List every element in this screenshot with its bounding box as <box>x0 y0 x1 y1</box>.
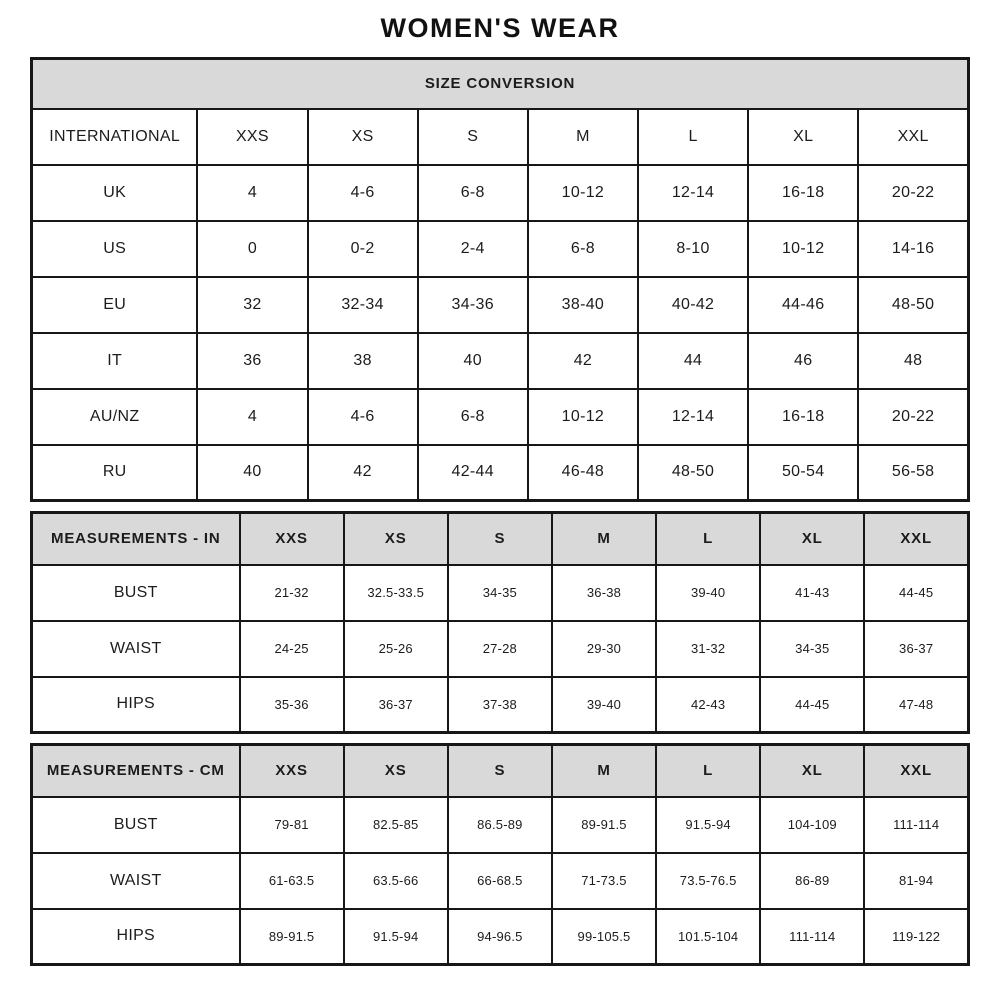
table-banner-row <box>32 59 969 109</box>
row-label: UK <box>32 165 198 221</box>
value-cell: 44 <box>638 333 748 389</box>
value-cell: 38 <box>308 333 418 389</box>
column-header: S <box>418 109 528 165</box>
value-cell: 6-8 <box>418 389 528 445</box>
row-label: IT <box>32 333 198 389</box>
value-cell: 111-114 <box>760 909 864 965</box>
table-row <box>32 677 969 733</box>
value-cell: 71-73.5 <box>552 853 656 909</box>
value-cell: 4 <box>197 389 307 445</box>
value-cell: 6-8 <box>418 165 528 221</box>
value-cell: 20-22 <box>858 389 968 445</box>
value-cell: 39-40 <box>656 565 760 621</box>
value-cell: 4-6 <box>308 389 418 445</box>
value-cell: 10-12 <box>528 165 638 221</box>
value-cell: 61-63.5 <box>240 853 344 909</box>
header-row <box>32 745 969 797</box>
column-header: XL <box>760 745 864 797</box>
value-cell: 41-43 <box>760 565 864 621</box>
value-cell: 8-10 <box>638 221 748 277</box>
value-cell: 50-54 <box>748 445 858 501</box>
value-cell: 34-35 <box>760 621 864 677</box>
table-row <box>32 221 969 277</box>
value-cell: 86-89 <box>760 853 864 909</box>
table-row <box>32 389 969 445</box>
column-header: XS <box>344 513 448 565</box>
value-cell: 44-45 <box>760 677 864 733</box>
value-cell: 63.5-66 <box>344 853 448 909</box>
value-cell: 6-8 <box>528 221 638 277</box>
row-label: AU/NZ <box>32 389 198 445</box>
column-header: XXS <box>240 745 344 797</box>
value-cell: 94-96.5 <box>448 909 552 965</box>
value-cell: 31-32 <box>656 621 760 677</box>
header-row <box>32 109 969 165</box>
value-cell: 42-43 <box>656 677 760 733</box>
row-label: WAIST <box>32 853 240 909</box>
row-header-title: INTERNATIONAL <box>32 109 198 165</box>
column-header: L <box>656 513 760 565</box>
row-label: BUST <box>32 565 240 621</box>
table-row <box>32 565 969 621</box>
value-cell: 119-122 <box>864 909 968 965</box>
row-label: RU <box>32 445 198 501</box>
value-cell: 32-34 <box>308 277 418 333</box>
column-header: L <box>656 745 760 797</box>
column-header: XXL <box>858 109 968 165</box>
value-cell: 12-14 <box>638 165 748 221</box>
value-cell: 44-46 <box>748 277 858 333</box>
row-label: EU <box>32 277 198 333</box>
column-header: XXL <box>864 745 968 797</box>
value-cell: 81-94 <box>864 853 968 909</box>
value-cell: 104-109 <box>760 797 864 853</box>
table-row <box>32 277 969 333</box>
value-cell: 38-40 <box>528 277 638 333</box>
column-header: XS <box>344 745 448 797</box>
measurements-cm-table <box>30 743 970 966</box>
value-cell: 4-6 <box>308 165 418 221</box>
value-cell: 39-40 <box>552 677 656 733</box>
value-cell: 32 <box>197 277 307 333</box>
value-cell: 79-81 <box>240 797 344 853</box>
value-cell: 48-50 <box>638 445 748 501</box>
value-cell: 0-2 <box>308 221 418 277</box>
value-cell: 36-37 <box>344 677 448 733</box>
value-cell: 40-42 <box>638 277 748 333</box>
value-cell: 32.5-33.5 <box>344 565 448 621</box>
row-label: US <box>32 221 198 277</box>
value-cell: 25-26 <box>344 621 448 677</box>
value-cell: 42 <box>308 445 418 501</box>
value-cell: 86.5-89 <box>448 797 552 853</box>
column-header: XL <box>748 109 858 165</box>
table-row <box>32 853 969 909</box>
value-cell: 16-18 <box>748 165 858 221</box>
value-cell: 24-25 <box>240 621 344 677</box>
column-header: XXS <box>197 109 307 165</box>
value-cell: 40 <box>418 333 528 389</box>
value-cell: 36-37 <box>864 621 968 677</box>
value-cell: 36 <box>197 333 307 389</box>
value-cell: 16-18 <box>748 389 858 445</box>
value-cell: 2-4 <box>418 221 528 277</box>
value-cell: 56-58 <box>858 445 968 501</box>
value-cell: 0 <box>197 221 307 277</box>
value-cell: 66-68.5 <box>448 853 552 909</box>
value-cell: 29-30 <box>552 621 656 677</box>
column-header: XS <box>308 109 418 165</box>
value-cell: 42 <box>528 333 638 389</box>
value-cell: 73.5-76.5 <box>656 853 760 909</box>
value-cell: 111-114 <box>864 797 968 853</box>
value-cell: 4 <box>197 165 307 221</box>
value-cell: 10-12 <box>748 221 858 277</box>
column-header: M <box>552 745 656 797</box>
value-cell: 91.5-94 <box>656 797 760 853</box>
value-cell: 35-36 <box>240 677 344 733</box>
row-header-title: MEASUREMENTS - CM <box>32 745 240 797</box>
page-title: WOMEN'S WEAR <box>380 13 620 43</box>
table-row <box>32 909 969 965</box>
value-cell: 20-22 <box>858 165 968 221</box>
value-cell: 34-36 <box>418 277 528 333</box>
table-banner: SIZE CONVERSION <box>32 59 969 109</box>
row-label: HIPS <box>32 909 240 965</box>
value-cell: 27-28 <box>448 621 552 677</box>
column-header: XXL <box>864 513 968 565</box>
value-cell: 46 <box>748 333 858 389</box>
table-row <box>32 797 969 853</box>
value-cell: 34-35 <box>448 565 552 621</box>
value-cell: 48-50 <box>858 277 968 333</box>
value-cell: 47-48 <box>864 677 968 733</box>
column-header: XXS <box>240 513 344 565</box>
value-cell: 89-91.5 <box>552 797 656 853</box>
header-row <box>32 513 969 565</box>
row-header-title: MEASUREMENTS - IN <box>32 513 240 565</box>
table-row <box>32 333 969 389</box>
row-label: BUST <box>32 797 240 853</box>
row-label: HIPS <box>32 677 240 733</box>
value-cell: 40 <box>197 445 307 501</box>
value-cell: 21-32 <box>240 565 344 621</box>
value-cell: 91.5-94 <box>344 909 448 965</box>
table-row <box>32 165 969 221</box>
value-cell: 99-105.5 <box>552 909 656 965</box>
value-cell: 101.5-104 <box>656 909 760 965</box>
value-cell: 89-91.5 <box>240 909 344 965</box>
size-conversion-table <box>30 57 970 502</box>
column-header: S <box>448 745 552 797</box>
column-header: S <box>448 513 552 565</box>
value-cell: 48 <box>858 333 968 389</box>
column-header: L <box>638 109 748 165</box>
row-label: WAIST <box>32 621 240 677</box>
column-header: XL <box>760 513 864 565</box>
measurements-in-table <box>30 511 970 734</box>
value-cell: 10-12 <box>528 389 638 445</box>
value-cell: 44-45 <box>864 565 968 621</box>
value-cell: 36-38 <box>552 565 656 621</box>
column-header: M <box>552 513 656 565</box>
value-cell: 82.5-85 <box>344 797 448 853</box>
value-cell: 46-48 <box>528 445 638 501</box>
value-cell: 42-44 <box>418 445 528 501</box>
value-cell: 12-14 <box>638 389 748 445</box>
table-row <box>32 621 969 677</box>
value-cell: 37-38 <box>448 677 552 733</box>
table-row <box>32 445 969 501</box>
value-cell: 14-16 <box>858 221 968 277</box>
column-header: M <box>528 109 638 165</box>
